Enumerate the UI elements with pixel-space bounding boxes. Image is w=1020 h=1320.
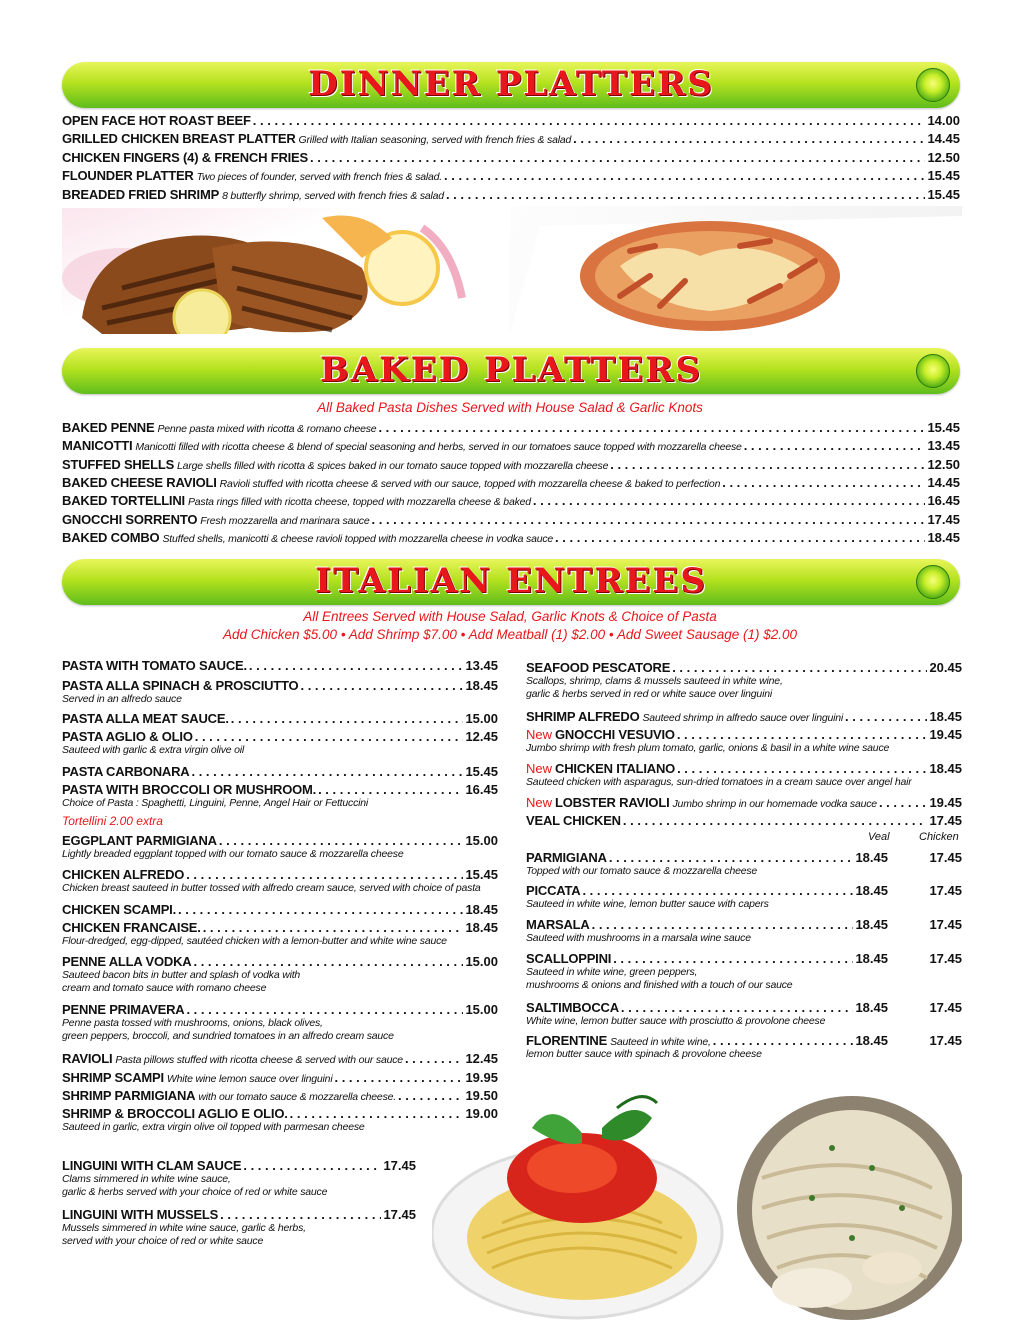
item-price: 19.00 — [465, 1106, 498, 1121]
dot-leader — [310, 149, 925, 166]
new-badge: New — [526, 761, 553, 776]
item-description: green peppers, broccoli, and sundried tomatoes in an alfredo cream sauce — [62, 1030, 394, 1042]
green-orb-icon — [916, 354, 950, 388]
item-name: LINGUINI WITH MUSSELS — [62, 1207, 219, 1222]
dot-leader — [186, 1001, 463, 1018]
dot-leader — [195, 728, 464, 745]
item-name: BAKED CHEESE RAVIOLI — [62, 475, 217, 490]
item-price: 20.45 — [929, 660, 962, 675]
new-badge: New — [526, 795, 553, 810]
item-description: Chicken breast sauteed in butter tossed with alfredo cream sauce, served with choice of pasta — [62, 882, 481, 894]
menu-item — [62, 149, 960, 166]
dot-leader — [609, 849, 854, 866]
dot-leader — [722, 474, 925, 491]
menu-item — [526, 659, 962, 676]
dot-leader — [300, 677, 463, 694]
dot-leader — [573, 130, 925, 147]
veal-price: 18.45 — [855, 850, 888, 865]
item-name: BAKED PENNE — [62, 420, 155, 435]
entrees-addons-note: Add Chicken $5.00 • Add Shrimp $7.00 • Add Meatball (1) $2.00 • Add Sweet Sausage (1) $2.00 — [222, 627, 798, 642]
menu-item — [62, 919, 498, 936]
veal-price: 18.45 — [855, 951, 888, 966]
dot-leader — [610, 456, 925, 473]
menu-item — [526, 812, 962, 829]
item-description: cream and tomato sauce with romano cheese — [62, 982, 267, 994]
item-price: 19.45 — [929, 795, 962, 810]
item-description: with our tomato sauce & mozzarella cheese. — [198, 1091, 396, 1103]
item-name: GNOCCHI SORRENTO — [62, 512, 198, 527]
menu-item — [62, 1206, 416, 1223]
menu-item — [62, 511, 960, 528]
dot-leader — [372, 511, 926, 528]
item-description: Jumbo shrimp with fresh plum tomato, garlic, onions & basil in a white wine sauce — [526, 742, 890, 754]
item-price: 14.00 — [927, 113, 960, 128]
item-description: Grilled with Italian seasoning, served with french fries & salad — [298, 134, 572, 146]
baked-note: All Baked Pasta Dishes Served with House Salad & Garlic Knots — [317, 400, 703, 415]
menu-item — [62, 781, 498, 798]
item-name: SHRIMP PARMIGIANA — [62, 1088, 196, 1103]
dot-leader — [582, 882, 853, 899]
dot-leader — [444, 167, 925, 184]
item-name: SHRIMP & BROCCOLI AGLIO E OLIO. — [62, 1106, 288, 1121]
section-title: BAKED PLATTERS — [319, 350, 702, 390]
item-description: Penne pasta tossed with mushrooms, onions, black olives, — [62, 1017, 323, 1029]
menu-item — [62, 529, 960, 546]
veal-price: 18.45 — [855, 1033, 888, 1048]
menu-item — [62, 657, 498, 674]
item-name: PASTA ALLA SPINACH & PROSCIUTTO — [62, 678, 299, 693]
menu-item — [62, 677, 498, 694]
item-price: 18.45 — [465, 920, 498, 935]
dot-leader — [249, 657, 464, 674]
item-price: 16.45 — [927, 493, 960, 508]
menu-item — [62, 130, 960, 147]
section-title: DINNER PLATTERS — [308, 64, 714, 104]
baked-ziti-photo — [510, 206, 962, 334]
item-name: PICCATA — [526, 883, 581, 898]
item-name: SCALLOPPINI — [526, 951, 612, 966]
item-name: SEAFOOD PESCATORE — [526, 660, 671, 675]
item-name: VEAL CHICKEN — [526, 813, 621, 828]
item-price: 13.45 — [465, 658, 498, 673]
dinner-platters-banner — [62, 62, 960, 108]
item-price: 17.45 — [383, 1207, 416, 1222]
dot-leader — [253, 112, 926, 129]
veal-price: 18.45 — [855, 917, 888, 932]
menu-item — [62, 186, 960, 203]
dot-leader — [231, 710, 464, 727]
veal-price: 18.45 — [855, 1000, 888, 1015]
item-name: OPEN FACE HOT ROAST BEEF — [62, 113, 251, 128]
item-price: 12.50 — [927, 457, 960, 472]
dot-leader — [334, 1069, 463, 1086]
entrees-note: All Entrees Served with House Salad, Garlic Knots & Choice of Pasta — [303, 609, 717, 624]
item-price: 12.45 — [465, 1051, 498, 1066]
menu-item — [526, 794, 962, 811]
chicken-column-header: Chicken — [919, 831, 959, 843]
item-name: SHRIMP ALFREDO — [526, 709, 640, 724]
menu-item — [62, 1069, 498, 1086]
grilled-chicken-photo — [62, 208, 482, 334]
item-price: 15.45 — [927, 420, 960, 435]
chicken-price: 17.45 — [929, 883, 962, 898]
item-description: White wine lemon sauce over linguini — [166, 1073, 333, 1085]
menu-item — [62, 492, 960, 509]
item-name: MARSALA — [526, 917, 590, 932]
item-name: GNOCCHI VESUVIO — [555, 727, 675, 742]
item-description: mushrooms & onions and finished with a touch of our sauce — [526, 979, 793, 991]
item-price: 15.00 — [465, 833, 498, 848]
item-name: LOBSTER RAVIOLI — [555, 795, 670, 810]
menu-item — [62, 419, 960, 436]
chicken-price: 17.45 — [929, 850, 962, 865]
menu-item — [62, 832, 498, 849]
item-name: PENNE PRIMAVERA — [62, 1002, 185, 1017]
item-description: Sauteed in white wine, green peppers, — [526, 966, 698, 978]
item-price: 14.45 — [927, 475, 960, 490]
menu-item — [62, 763, 498, 780]
green-orb-icon — [916, 68, 950, 102]
item-description: Scallops, shrimp, clams & mussels sauteed in white wine, — [526, 675, 783, 687]
dot-leader — [243, 1157, 381, 1174]
item-price: 14.45 — [927, 131, 960, 146]
dot-leader — [318, 781, 463, 798]
chicken-price: 17.45 — [929, 1033, 962, 1048]
menu-item — [526, 726, 962, 743]
item-name: FLORENTINE — [526, 1033, 608, 1048]
item-description: Jumbo shrimp in our homemade vodka sauce — [672, 798, 877, 810]
chicken-price: 17.45 — [929, 1000, 962, 1015]
item-description: Lightly breaded eggplant topped with our tomato sauce & mozzarella cheese — [62, 848, 404, 860]
item-description: Sauteed with mushrooms in a marsala wine sauce — [526, 932, 751, 944]
item-name: BAKED TORTELLINI — [62, 493, 185, 508]
item-name: BREADED FRIED SHRIMP — [62, 187, 220, 202]
item-description: Served in an alfredo sauce — [62, 693, 182, 705]
item-name: SALTIMBOCCA — [526, 1000, 619, 1015]
menu-item — [62, 1157, 416, 1174]
item-name: EGGPLANT PARMIGIANA — [62, 833, 217, 848]
dot-leader — [203, 919, 464, 936]
item-price: 15.00 — [465, 954, 498, 969]
dot-leader — [879, 794, 928, 811]
menu-item — [62, 866, 498, 883]
item-name: STUFFED SHELLS — [62, 457, 175, 472]
menu-item — [526, 950, 962, 967]
section-title: ITALIAN ENTREES — [315, 561, 707, 601]
item-price: 15.00 — [465, 1002, 498, 1017]
item-price: 18.45 — [929, 709, 962, 724]
spaghetti-alfredo-photo — [432, 1088, 962, 1320]
dot-leader — [405, 1050, 464, 1067]
dot-leader — [677, 726, 928, 743]
item-name: GRILLED CHICKEN BREAST PLATTER — [62, 131, 296, 146]
item-price: 18.45 — [465, 902, 498, 917]
item-price: 12.50 — [927, 150, 960, 165]
item-description: Two pieces of founder, served with french fries & salad. — [196, 171, 443, 183]
item-description: Sauteed in white wine, lemon butter sauce with capers — [526, 898, 769, 910]
item-name: PASTA WITH TOMATO SAUCE. — [62, 658, 247, 673]
dot-leader — [191, 763, 463, 780]
item-description: Sauteed chicken with asparagus, sun-dried tomatoes in a cream sauce over angel hair — [526, 776, 912, 788]
item-description: Pasta pillows stuffed with ricotta cheese & served with our sauce — [115, 1054, 403, 1066]
item-description: Fresh mozzarella and marinara sauce — [200, 515, 370, 527]
dot-leader — [623, 812, 928, 829]
dot-leader — [220, 1206, 381, 1223]
item-description: White wine, lemon butter sauce with prosciutto & provolone cheese — [526, 1015, 826, 1027]
dot-leader — [672, 659, 927, 676]
item-description: served with your choice of red or white sauce — [62, 1235, 264, 1247]
item-description: Sauteed in garlic, extra virgin olive oil topped with parmesan cheese — [62, 1121, 365, 1133]
item-price: 12.45 — [465, 729, 498, 744]
item-name: CHICKEN FRANCAISE. — [62, 920, 201, 935]
item-price: 18.45 — [465, 678, 498, 693]
item-price: 19.95 — [465, 1070, 498, 1085]
menu-item — [62, 710, 498, 727]
menu-item — [526, 882, 962, 899]
item-name: PASTA ALLA MEAT SAUCE. — [62, 711, 229, 726]
tortellini-extra: Tortellini 2.00 extra — [62, 814, 163, 828]
menu-item — [62, 456, 960, 473]
item-description: Sauteed shrimp in alfredo sauce over linguini — [642, 712, 844, 724]
dot-leader — [178, 901, 463, 918]
item-name: RAVIOLI — [62, 1051, 113, 1066]
item-description: Sauteed in white wine, — [610, 1036, 711, 1048]
dot-leader — [533, 492, 926, 509]
menu-item — [526, 849, 962, 866]
menu-item — [526, 999, 962, 1016]
menu-item — [526, 708, 962, 725]
menu-item — [526, 1032, 962, 1049]
menu-item — [62, 1001, 498, 1018]
item-description: Topped with our tomato sauce & mozzarella cheese — [526, 865, 758, 877]
dot-leader — [378, 419, 925, 436]
dot-leader — [845, 708, 927, 725]
dot-leader — [744, 437, 926, 454]
item-name: CHICKEN FINGERS (4) & FRENCH FRIES — [62, 150, 308, 165]
item-name: CHICKEN ALFREDO — [62, 867, 185, 882]
dot-leader — [555, 529, 925, 546]
new-badge: New — [526, 727, 553, 742]
item-price: 15.45 — [927, 187, 960, 202]
item-description: Clams simmered in white wine sauce, — [62, 1173, 231, 1185]
item-description: Pasta rings filled with ricotta cheese, topped with mozzarella cheese & baked — [187, 496, 531, 508]
menu-item — [62, 1050, 498, 1067]
menu-item — [526, 916, 962, 933]
dot-leader — [713, 1032, 854, 1049]
chicken-price: 17.45 — [929, 917, 962, 932]
item-name: FLOUNDER PLATTER — [62, 168, 194, 183]
item-name: PASTA AGLIO & OLIO — [62, 729, 193, 744]
item-description: Stuffed shells, manicotti & cheese ravioli topped with mozzarella cheese in vodka sauce — [162, 533, 554, 545]
menu-item — [62, 167, 960, 184]
item-price: 15.45 — [927, 168, 960, 183]
item-description: Manicotti filled with ricotta cheese & blend of special seasoning and herbs, served in our tomatoes sauce topped with mozzarella cheese — [135, 441, 742, 453]
item-name: SHRIMP SCAMPI — [62, 1070, 164, 1085]
item-description: Large shells filled with ricotta & spices baked in our tomato sauce topped with mozzarella cheese — [177, 460, 609, 472]
item-description: Penne pasta mixed with ricotta & romano cheese — [157, 423, 377, 435]
green-orb-icon — [916, 565, 950, 599]
item-description: garlic & herbs served with your choice of red or white sauce — [62, 1186, 328, 1198]
item-price: 16.45 — [465, 782, 498, 797]
item-description: Ravioli stuffed with ricotta cheese & served with our sauce, topped with mozzarella cheese & baked to perfection — [219, 478, 721, 490]
veal-column-header: Veal — [868, 831, 890, 843]
item-name: CHICKEN ITALIANO — [555, 761, 676, 776]
item-name: BAKED COMBO — [62, 530, 160, 545]
item-price: 17.45 — [927, 512, 960, 527]
item-description: Sauteed bacon bits in butter and splash of vodka with — [62, 969, 301, 981]
item-description: Choice of Pasta : Spaghetti, Linguini, Penne, Angel Hair or Fettuccini — [62, 797, 369, 809]
item-description: garlic & herbs served in red or white sauce over linguini — [526, 688, 772, 700]
menu-item — [62, 728, 498, 745]
item-name: CHICKEN SCAMPI. — [62, 902, 177, 917]
dot-leader — [613, 950, 853, 967]
dot-leader — [193, 953, 463, 970]
veal-price: 18.45 — [855, 883, 888, 898]
item-description: Sauteed with garlic & extra virgin olive oil — [62, 744, 245, 756]
item-price: 17.45 — [383, 1158, 416, 1173]
dot-leader — [219, 832, 464, 849]
item-name: MANICOTTI — [62, 438, 133, 453]
item-name: PENNE ALLA VODKA — [62, 954, 192, 969]
item-name: PASTA CARBONARA — [62, 764, 190, 779]
item-name: PARMIGIANA — [526, 850, 607, 865]
item-description: lemon butter sauce with spinach & provolone cheese — [526, 1048, 762, 1060]
item-price: 19.45 — [929, 727, 962, 742]
item-price: 19.50 — [465, 1088, 498, 1103]
item-description: Flour-dredged, egg-dipped, sautéed chicken with a lemon-butter and white wine sauce — [62, 935, 447, 947]
baked-platters-banner — [62, 348, 960, 394]
item-description: Mussels simmered in white wine sauce, garlic & herbs, — [62, 1222, 306, 1234]
item-description: 8 butterfly shrimp, served with french fries & salad — [222, 190, 444, 202]
item-price: 18.45 — [929, 761, 962, 776]
menu-item — [62, 901, 498, 918]
dot-leader — [592, 916, 854, 933]
menu-item — [62, 953, 498, 970]
dot-leader — [186, 866, 463, 883]
item-price: 15.45 — [465, 867, 498, 882]
item-price: 18.45 — [927, 530, 960, 545]
menu-item — [62, 437, 960, 454]
menu-item — [526, 760, 962, 777]
menu-item — [62, 474, 960, 491]
dot-leader — [446, 186, 926, 203]
item-price: 15.00 — [465, 711, 498, 726]
item-price: 17.45 — [929, 813, 962, 828]
item-name: PASTA WITH BROCCOLI OR MUSHROOM. — [62, 782, 317, 797]
dot-leader — [677, 760, 927, 777]
item-price: 15.45 — [465, 764, 498, 779]
item-name: LINGUINI WITH CLAM SAUCE — [62, 1158, 242, 1173]
item-price: 13.45 — [927, 438, 960, 453]
menu-item — [62, 112, 960, 129]
chicken-price: 17.45 — [929, 951, 962, 966]
dot-leader — [621, 999, 854, 1016]
italian-entrees-banner — [62, 559, 960, 605]
